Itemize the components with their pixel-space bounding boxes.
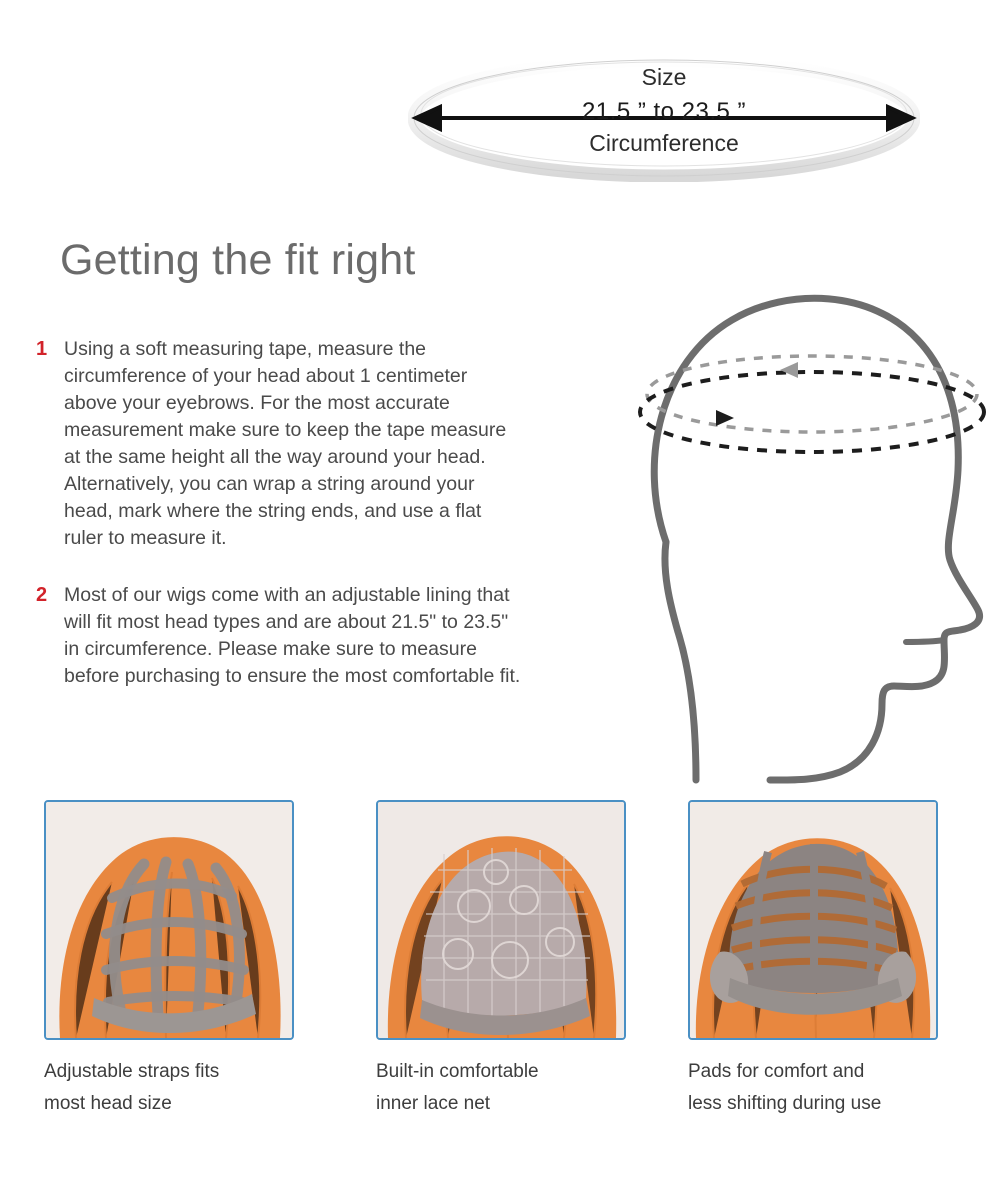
size-value: 21.5 ” to 23.5 ” [581,98,747,125]
card-caption-line2: most head size [44,1093,172,1114]
card-caption-line1: Pads for comfort and [688,1061,865,1082]
card-caption-line1: Built-in comfortable [376,1061,539,1082]
arrow-left-icon [780,362,798,378]
card-caption [376,1056,622,1120]
wig-cap-straps-image [44,800,294,1040]
card-caption [688,1056,950,1120]
wig-cap-lace-image [376,800,626,1040]
feature-card [376,800,622,1120]
step-item [32,336,522,552]
head-profile-icon [520,212,1000,792]
size-label: Size [641,64,687,90]
wig-cap-pads-image [688,800,938,1040]
step-text: Using a soft measuring tape, measure the circumference of your head about 1 centimeter above your eyebrows. For the most accurate measurement make sure to keep the tape measure at the same height all the way around your head. Alternatively, you can wrap a string around your head, mark where the string ends, and use a flat ruler to measure it. [64,338,507,549]
steps-list [32,336,522,716]
feature-cards [0,800,1000,1160]
head-measurement-diagram [520,212,1000,792]
card-caption [44,1056,290,1120]
step-number: 1 [36,338,48,360]
feature-card [44,800,290,1120]
measuring-band-figure [408,54,920,182]
card-caption-line2: inner lace net [376,1093,491,1114]
page-title: Getting the fit right [60,236,416,284]
circumference-label: Circumference [589,130,739,156]
arrow-right-icon [716,410,734,426]
card-caption-line1: Adjustable straps fits [44,1061,220,1082]
step-item [32,582,522,690]
feature-card [688,800,934,1120]
card-caption-line2: less shifting during use [688,1093,882,1114]
step-number: 2 [36,584,48,606]
step-text: Most of our wigs come with an adjustable lining that will fit most head types and are about 21.5" to 23.5" in circumference. Please make sure to measure before purchasing to ensure the most comfortable fit. [64,584,521,687]
